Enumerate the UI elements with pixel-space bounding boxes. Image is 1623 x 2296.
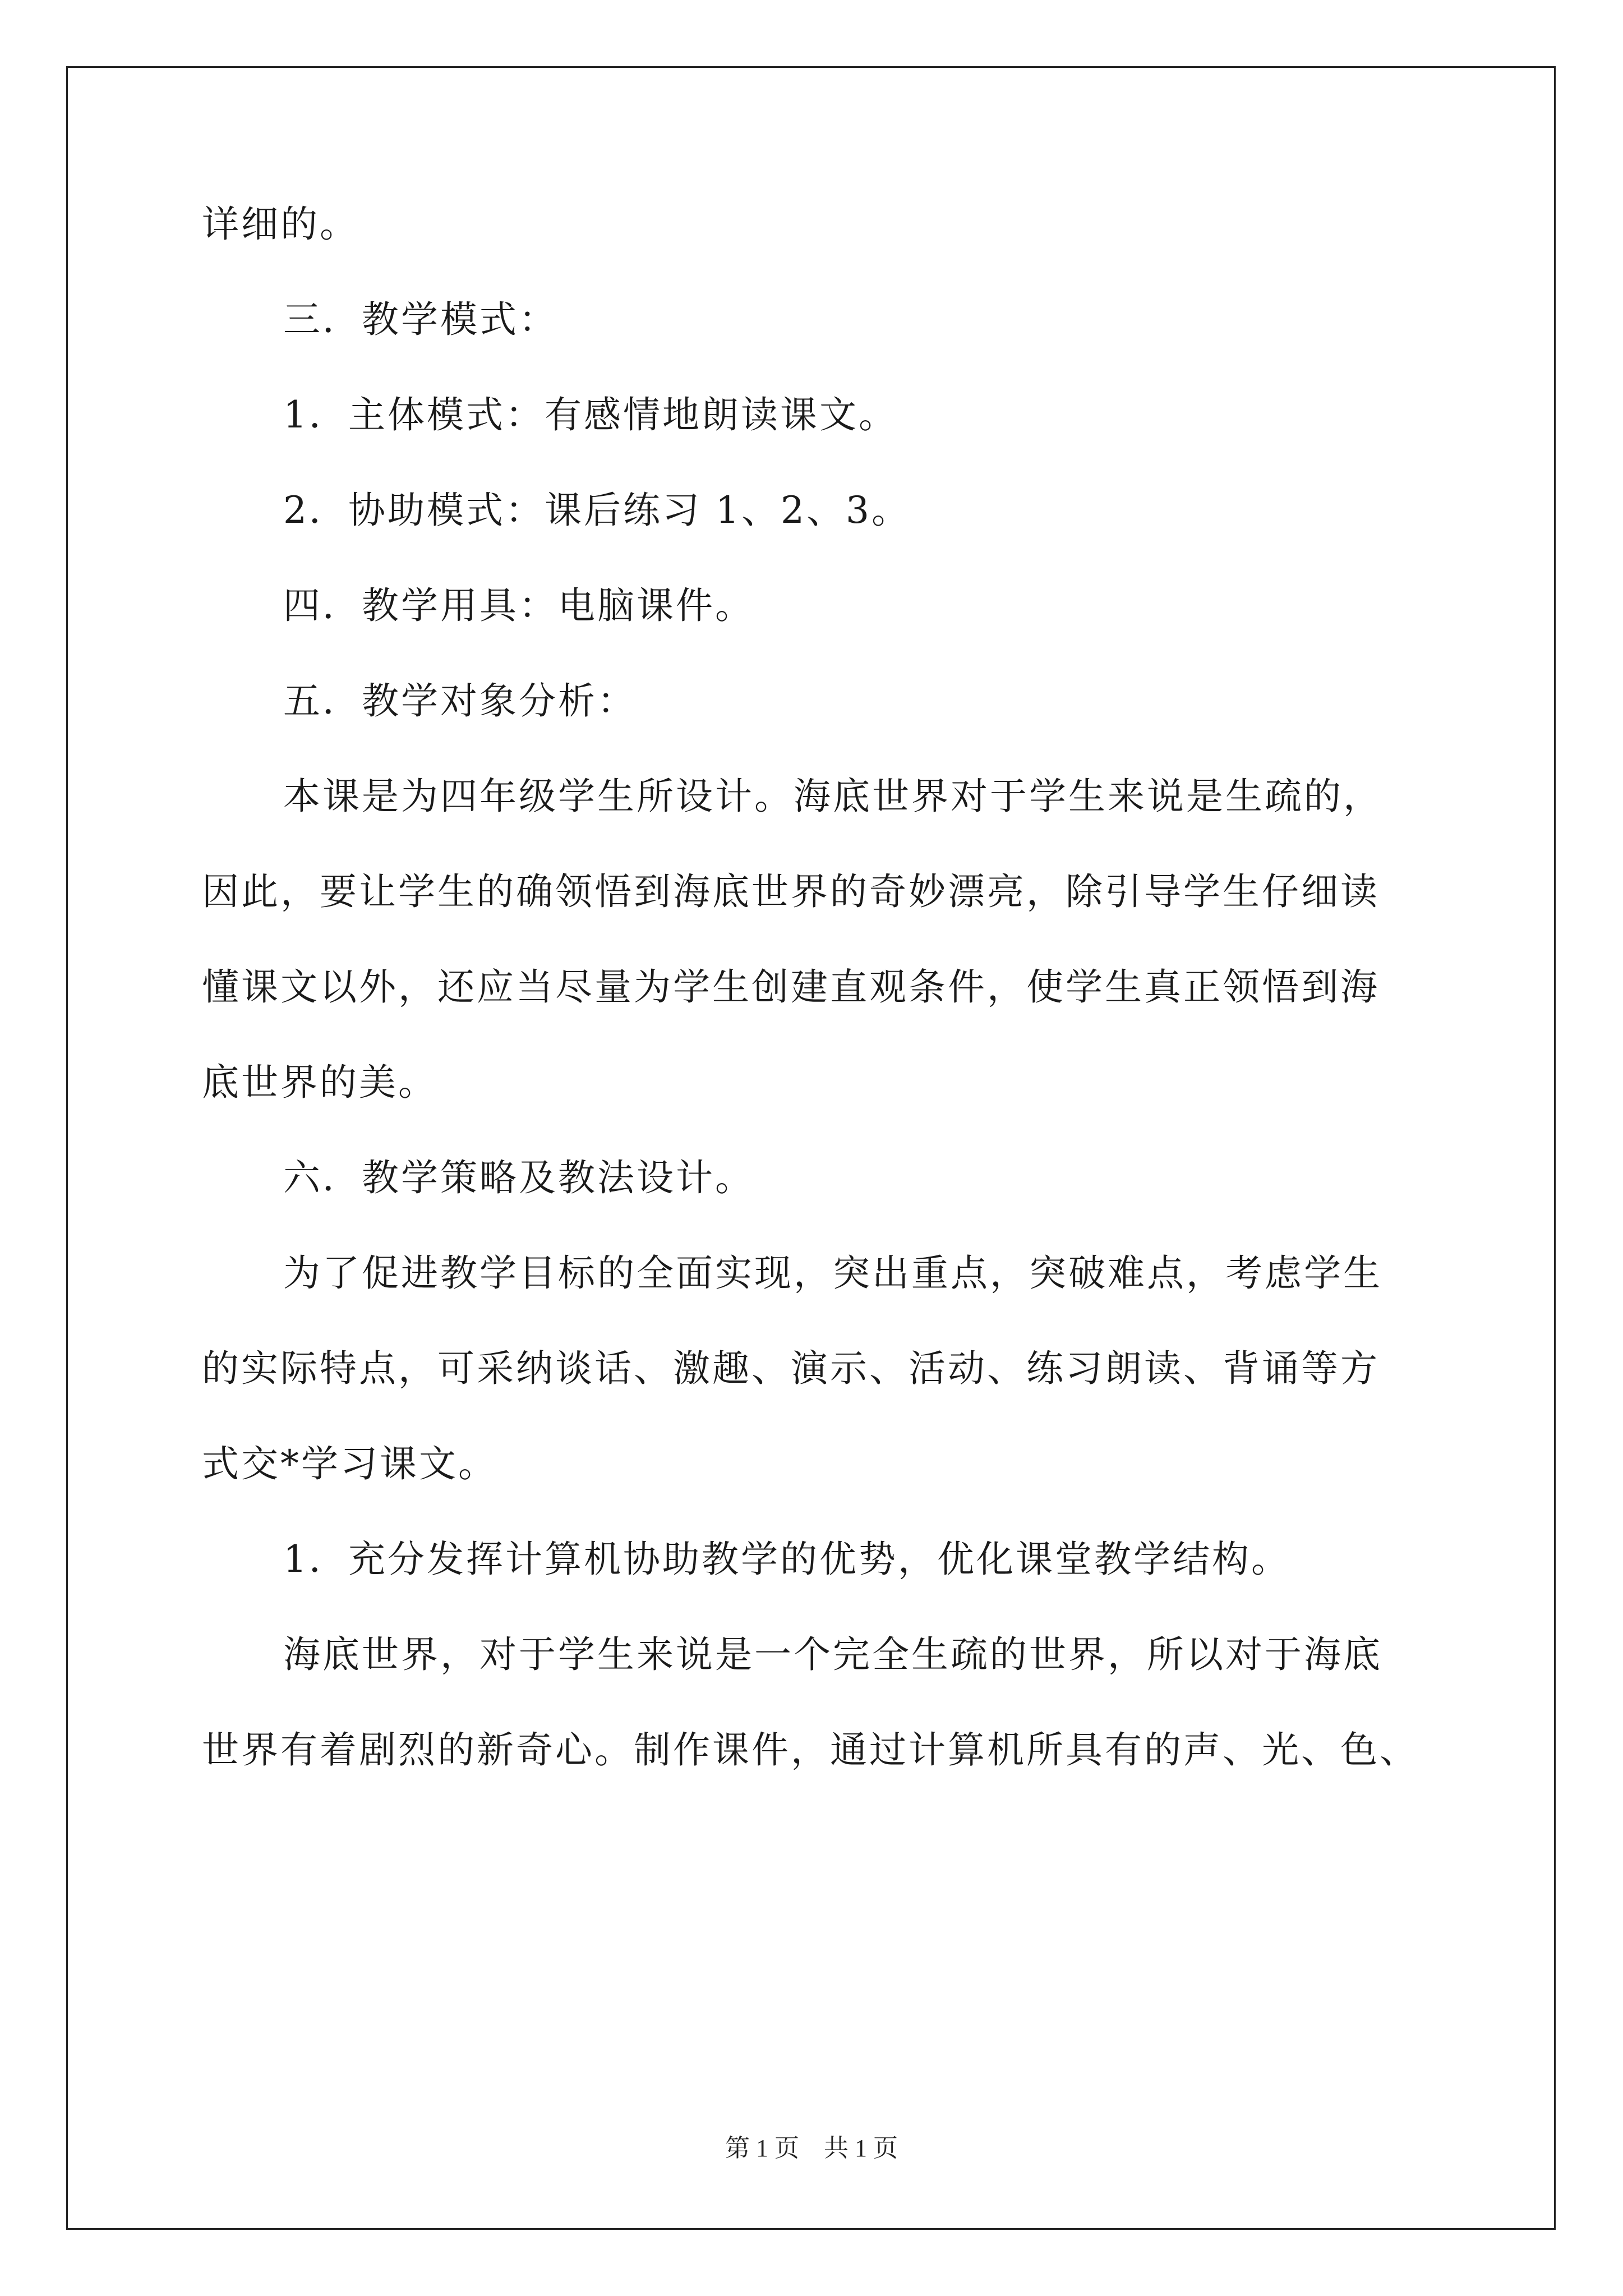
paragraph-line: 底世界的美。 [202, 1061, 437, 1104]
page-border [66, 66, 1556, 2230]
section-heading: 六．教学策略及教法设计。 [283, 1156, 754, 1199]
page-number: 第 1 页 共 1 页 [725, 2134, 898, 2162]
section-heading: 五．教学对象分析： [283, 679, 637, 723]
text-line: 1．充分发挥计算机协助教学的优势，优化课堂教学结构。 [283, 1538, 1290, 1581]
paragraph-line: 式交*学习课文。 [202, 1442, 497, 1485]
text-line: 1．主体模式：有感情地朗读课文。 [283, 393, 898, 436]
paragraph-line: 懂课文以外，还应当尽量为学生创建直观条件，使学生真正领悟到海 [202, 965, 1380, 1009]
text-line: 2．协助模式：课后练习 1、2、3。 [283, 489, 911, 532]
paragraph-line: 海底世界，对于学生来说是一个完全生疏的世界，所以对于海底 [283, 1633, 1382, 1676]
section-heading: 四．教学用具：电脑课件。 [283, 584, 754, 627]
paragraph-line: 世界有着剧烈的新奇心。制作课件，通过计算机所具有的声、光、色、 [202, 1728, 1419, 1772]
section-heading: 三．教学模式： [283, 298, 558, 341]
text-line: 详细的。 [202, 203, 359, 246]
paragraph-line: 为了促进教学目标的全面实现，突出重点，突破难点，考虑学生 [283, 1251, 1382, 1295]
paragraph-line: 因此，要让学生的确领悟到海底世界的奇妙漂亮，除引导学生仔细读 [202, 870, 1380, 913]
paragraph-line: 本课是为四年级学生所设计。海底世界对于学生来说是生疏的， [283, 775, 1382, 818]
paragraph-line: 的实际特点，可采纳谈话、激趣、演示、活动、练习朗读、背诵等方 [202, 1347, 1380, 1390]
